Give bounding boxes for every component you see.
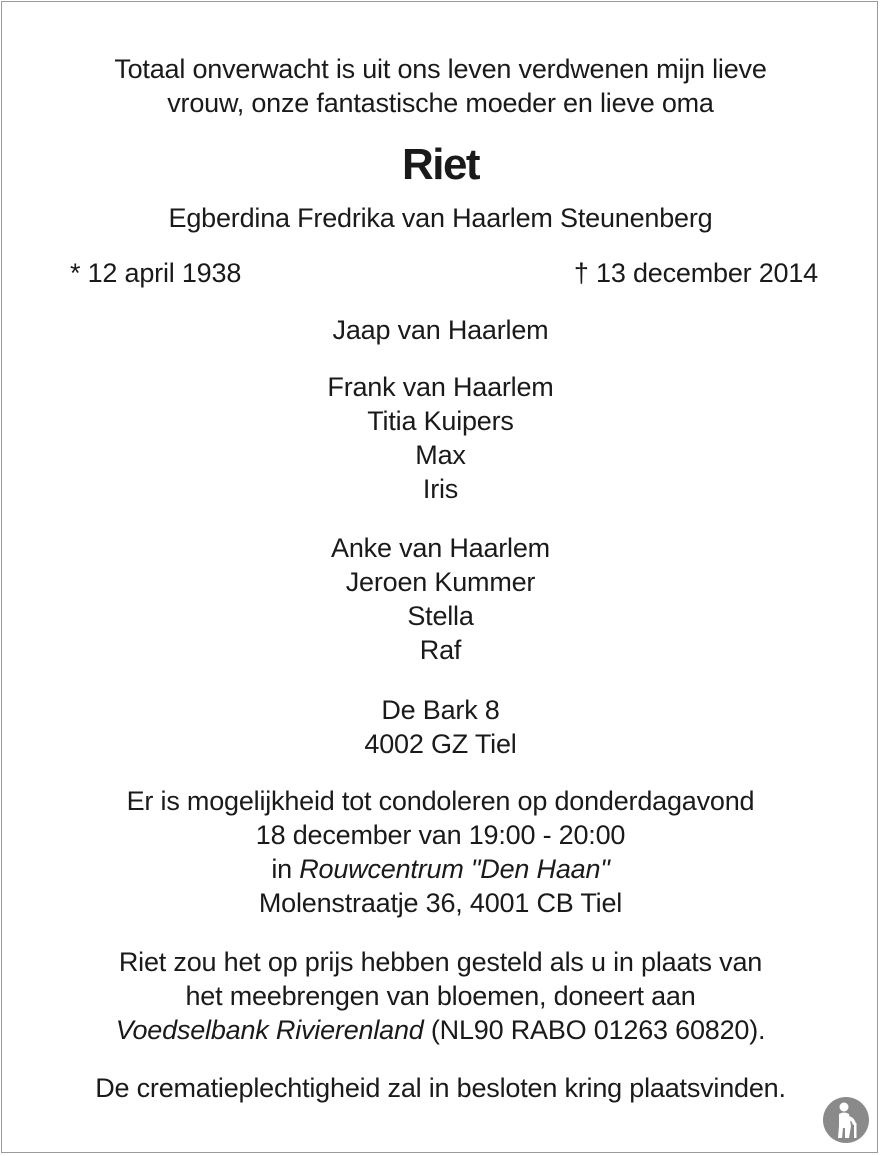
death-date: † 13 december 2014 (573, 258, 818, 288)
address-city: 4002 GZ Tiel (364, 729, 517, 759)
donation-line-1: Riet zou het op prijs hebben gesteld als u in plaats van (118, 947, 763, 977)
deceased-full-name: Egberdina Fredrika van Haarlem Steunenberg (168, 203, 713, 233)
condolence-line-2: 18 december van 19:00 - 20:00 (255, 820, 626, 850)
family-member: Titia Kuipers (367, 406, 514, 436)
spouse (0, 313, 881, 347)
donation-organization: Voedselbank Rivierenland (115, 1015, 424, 1045)
closing-line: De crematieplechtigheid zal in besloten kring plaatsvinden. (95, 1073, 786, 1103)
family-member: Stella (407, 601, 474, 631)
condolence-venue: Rouwcentrum "Den Haan" (299, 854, 610, 884)
family-member: Jeroen Kummer (345, 567, 536, 597)
deceased-name: Riet (401, 140, 480, 189)
family-member: Frank van Haarlem (327, 372, 554, 402)
family-member: Anke van Haarlem (331, 533, 550, 563)
intro-line-1: Totaal onverwacht is uit ons leven verdwenen mijn lieve (114, 54, 767, 84)
address-street: De Bark 8 (381, 695, 500, 725)
life-dates (70, 256, 818, 290)
closing-text (0, 1071, 881, 1105)
family-member: Raf (419, 635, 462, 665)
intro-text (0, 52, 881, 120)
condolence-line-3 (0, 852, 881, 886)
donation-account: (NL90 RABO 01263 60820). (423, 1015, 766, 1045)
family-group-2 (0, 531, 881, 667)
birth-date: * 12 april 1938 (70, 258, 242, 288)
family-group-1 (0, 370, 881, 506)
family-member: Iris (422, 474, 459, 504)
intro-line-2: vrouw, onze fantastische moeder en lieve oma (167, 88, 714, 118)
donation-line-3 (0, 1013, 881, 1047)
condolence-info (0, 784, 881, 920)
condolence-prefix: in (271, 854, 300, 884)
address (0, 693, 881, 761)
family-member: Max (415, 440, 466, 470)
spouse-name: Jaap van Haarlem (332, 315, 549, 345)
condolence-line-4: Molenstraatje 36, 4001 CB Tiel (258, 888, 623, 918)
condolence-line-1: Er is mogelijkheid tot condoleren op donderdagavond (126, 786, 755, 816)
grieving-figure-logo-icon (822, 1096, 870, 1144)
donation-info (0, 945, 881, 1047)
donation-line-2: het meebrengen van bloemen, doneert aan (185, 981, 696, 1011)
